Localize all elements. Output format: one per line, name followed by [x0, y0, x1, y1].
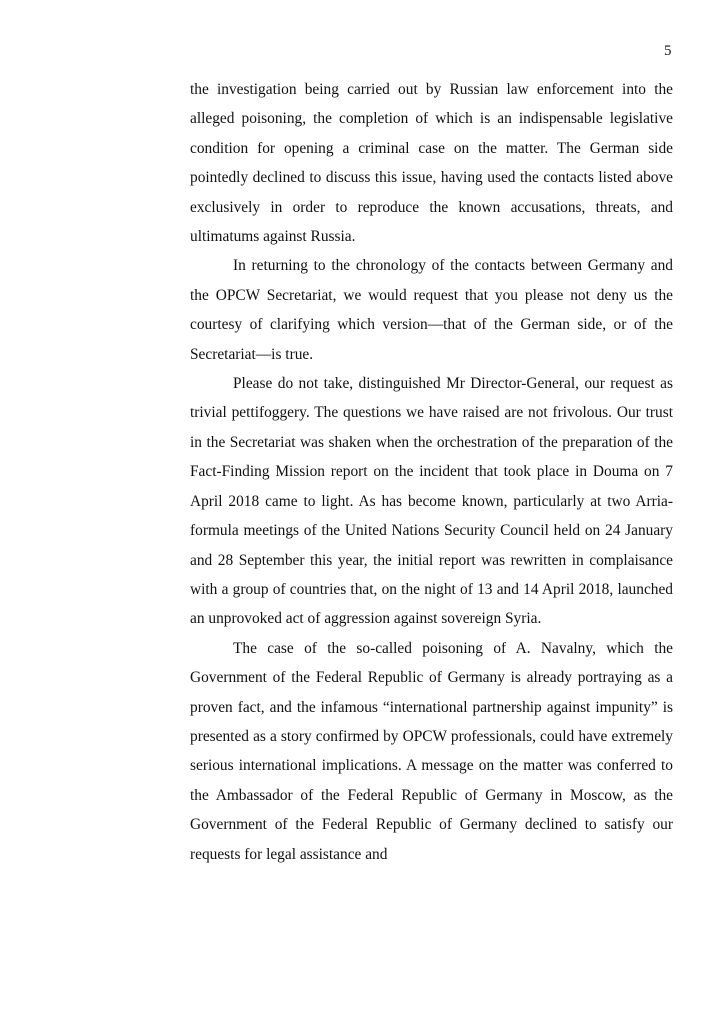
- body-text: [190, 75, 673, 869]
- paragraph-trust: Please do not take, distinguished Mr Director-General, our request as trivial pettifoggery. The questions we have raised are not frivolous. Our trust in the Secretariat was shaken when the orchestration of the preparation of the Fact-Finding Mission report on the incident that took place in Douma on 7 April 2018 came to light. As has become known, particularly at two Arria-formula meetings of the United Nations Security Council held on 24 January and 28 September this year, the initial report was rewritten in complaisance with a group of countries that, on the night of 13 and 14 April 2018, launched an unprovoked act of aggression against sovereign Syria.: [190, 375, 673, 628]
- paragraph-continuation: the investigation being carried out by Russian law enforcement into the alleged poisoning, the completion of which is an indispensable legislative condition for opening a criminal case on the matter. The German side pointedly declined to discuss this issue, having used the contacts listed above exclusively in order to reproduce the known accusations, threats, and ultimatums against Russia.: [190, 81, 673, 246]
- page-number: 5: [664, 43, 672, 59]
- paragraph-chronology: In returning to the chronology of the contacts between Germany and the OPCW Secretariat, we would request that you please not deny us the courtesy of clarifying which version—that of the German side, or of the Secretariat—is true.: [190, 257, 673, 363]
- paragraph-navalny-case: The case of the so-called poisoning of A. Navalny, which the Government of the Federal Republic of Germany is already portraying as a proven fact, and the infamous “international partnership against impunity” is presented as a story confirmed by OPCW professionals, could have extremely serious international implications. A message on the matter was conferred to the Ambassador of the Federal Republic of Germany in Moscow, as the Government of the Federal Republic of Germany declined to satisfy our requests for legal assistance and: [190, 639, 673, 863]
